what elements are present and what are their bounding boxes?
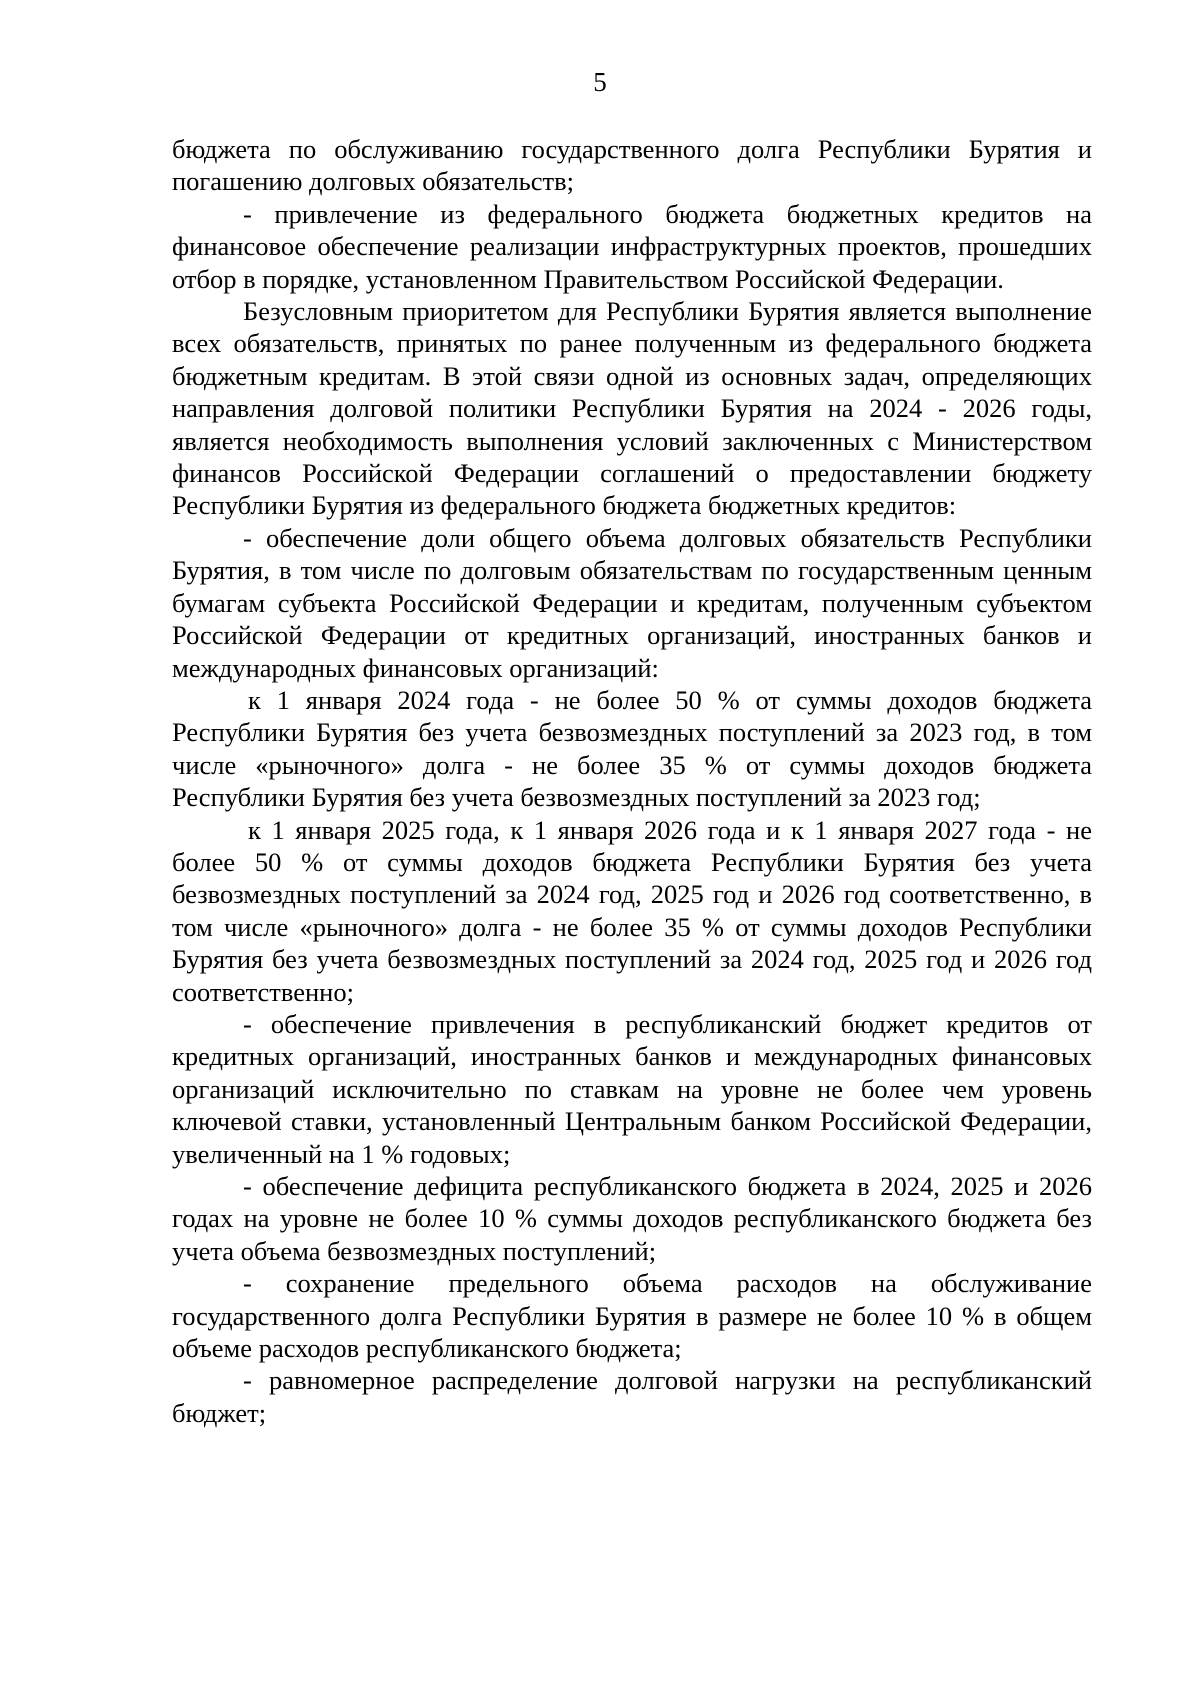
paragraph-limit-2025-2027: к 1 января 2025 года, к 1 января 2026 года и к 1 января 2027 года - не более 50 % от суммы доходов бюджета Республики Бурятия без учета безвозмездных поступлений за 2024 год, 2025 год и 2026 год соответственно, в том числе «рыночного» долга - не более 35 % от суммы доходов Республики Бурятия без учета безвозмездных поступлений за 2024 год, 2025 год и 2026 год соответственно; bbox=[172, 814, 1092, 1007]
paragraph-debt-service-expense-limit: - сохранение предельного объема расходов на обслуживание государственного долга Республики Бурятия в размере не более 10 % в общем объеме расходов республиканского бюджета; bbox=[172, 1268, 1092, 1364]
paragraph-unconditional-priority: Безусловным приоритетом для Республики Бурятия является выполнение всех обязательств, принятых по ранее полученным из федерального бюджета бюджетным кредитам. В этой связи одной из основных задач, определяющих направления долговой политики Республики Бурятия на 2024 - 2026 годы, является необходимость выполнения условий заключенных с Министерством финансов Российской Федерации соглашений о предоставлении бюджету Республики Бурятия из федерального бюджета бюджетных кредитов: bbox=[172, 296, 1092, 521]
document-body bbox=[172, 133, 1092, 1429]
paragraph-deficit-limit: - обеспечение дефицита республиканского бюджета в 2024, 2025 и 2026 годах на уровне не более 10 % суммы доходов республиканского бюджета без учета объема безвозмездных поступлений; bbox=[172, 1171, 1092, 1266]
paragraph-debt-service-continuation: бюджета по обслуживанию государственного долга Республики Бурятия и погашению долговых обязательств; bbox=[172, 134, 1092, 197]
paragraph-credit-rate-limit: - обеспечение привлечения в республиканский бюджет кредитов от кредитных организаций, иностранных банков и международных финансовых организаций исключительно по ставкам на уровне не более чем уровень ключевой ставки, установленный Центральным банком Российской Федерации, увеличенный на 1 % годовых; bbox=[172, 1008, 1092, 1169]
page-number: 5 bbox=[593, 67, 607, 97]
paragraph-debt-share-limit: - обеспечение доли общего объема долговых обязательств Республики Бурятия, в том числе по долговым обязательствам по государственным ценным бумагам субъекта Российской Федерации и кредитам, полученным субъектом Российской Федерации от кредитных организаций, иностранных банков и международных финансовых организаций: bbox=[172, 522, 1092, 683]
paragraph-limit-2024: к 1 января 2024 года - не более 50 % от суммы доходов бюджета Республики Бурятия без учета безвозмездных поступлений за 2023 год, в том числе «рыночного» долга - не более 35 % от суммы доходов бюджета Республики Бурятия без учета безвозмездных поступлений за 2023 год; bbox=[172, 684, 1092, 813]
paragraph-even-debt-distribution: - равномерное распределение долговой нагрузки на республиканский бюджет; bbox=[172, 1365, 1092, 1428]
paragraph-federal-infrastructure-credits: - привлечение из федерального бюджета бюджетных кредитов на финансовое обеспечение реализации инфраструктурных проектов, прошедших отбор в порядке, установленном Правительством Российской Федерации. bbox=[172, 198, 1092, 294]
